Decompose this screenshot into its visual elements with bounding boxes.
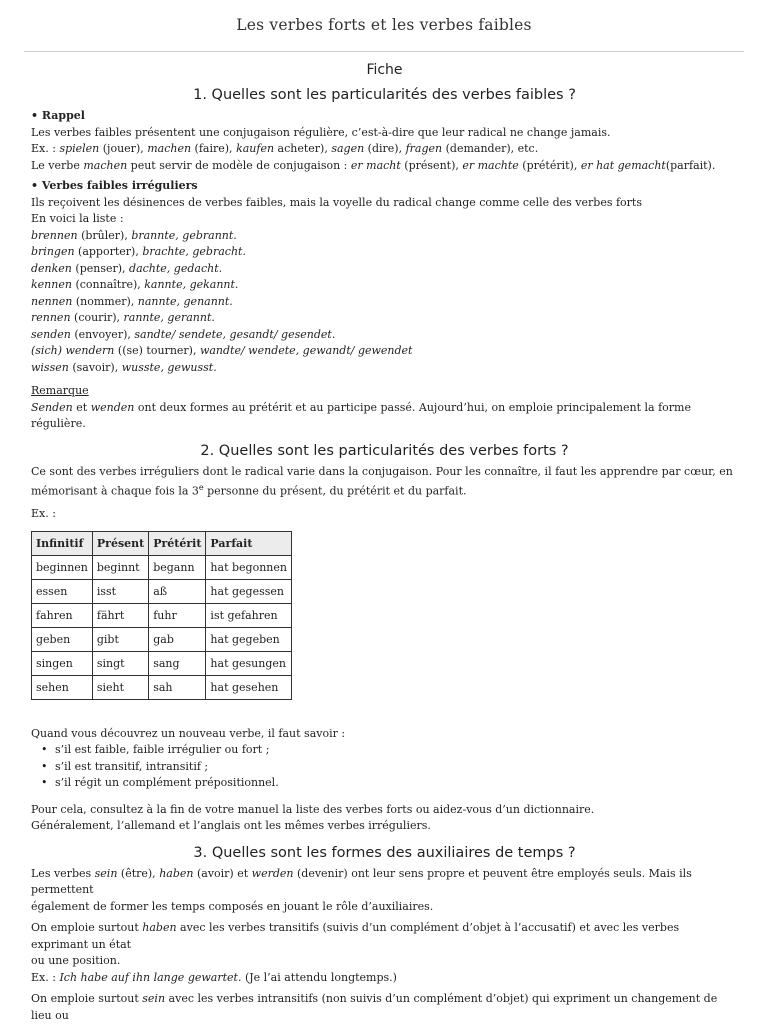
- know-list: [31, 742, 738, 792]
- table-row: [32, 651, 292, 675]
- auxiliaries-text-line1: Les verbes sein (être), haben (avoir) et werden (devenir) ont leur sens propre et peuvent être employés seuls. Mais ils permettent: [31, 866, 692, 897]
- table-header-row: [32, 531, 292, 555]
- column-header: Prétérit: [149, 531, 206, 555]
- haben-usage-line2: ou une position.: [31, 954, 121, 968]
- table-cell: hat gesehen: [206, 675, 292, 699]
- sein-usage-line1: On emploie surtout sein avec les verbes intransitifs (non suivis d’un complément d’objet) qui expriment un changement de lieu ou: [31, 992, 718, 1022]
- bullet-icon: •: [41, 743, 48, 757]
- table-cell: fahren: [32, 603, 93, 627]
- weak-verb-examples: Ex. : spielen (jouer), machen (faire), kaufen acheter), sagen (dire), fragen (demander), etc.: [31, 142, 539, 155]
- table-cell: sehen: [32, 675, 93, 699]
- table-cell: aß: [149, 579, 206, 603]
- strong-verbs-intro-line2: mémorisant à chaque fois la 3e personne du présent, du prétérit et du parfait.: [31, 483, 467, 498]
- table-cell: begann: [149, 555, 206, 579]
- bullet-icon: •: [41, 776, 48, 790]
- table-cell: beginnen: [32, 555, 93, 579]
- list-item: • s’il est transitif, intransitif ;: [41, 759, 738, 776]
- table-cell: isst: [92, 579, 148, 603]
- bullet-icon: •: [41, 759, 48, 773]
- list-item: kennen (connaître), kannte, gekannt.: [31, 278, 239, 291]
- section1-heading: 1. Quelles sont les particularités des verbes faibles ?: [193, 87, 576, 103]
- list-item: denken (penser), dachte, gedacht.: [31, 261, 223, 275]
- table-cell: hat gesungen: [206, 651, 292, 675]
- table-row: [32, 555, 292, 579]
- haben-example: Ex. : Ich habe auf ihn lange gewartet. (Je l’ai attendu longtemps.): [31, 970, 397, 984]
- haben-usage-line1: On emploie surtout haben avec les verbes transitifs (suivis d’un complément d’objet à l’accusatif) et avec les verbes exprimant un état: [31, 921, 680, 951]
- document-content: [31, 62, 738, 1024]
- table-row: [32, 627, 292, 651]
- table-row: [32, 603, 292, 627]
- table-cell: singt: [92, 651, 148, 675]
- table-cell: fährt: [92, 603, 148, 627]
- strong-verbs-intro-line1: Ce sont des verbes irréguliers dont le radical varie dans la conjugaison. Pour les connaître, il faut les apprendre par cœur, en: [31, 464, 733, 478]
- table-cell: hat gegeben: [206, 627, 292, 651]
- rappel-text: Les verbes faibles présentent une conjugaison régulière, c’est-à-dire que leur radical ne change jamais.: [31, 125, 611, 139]
- table-cell: sieht: [92, 675, 148, 699]
- irregular-weak-label: • Verbes faibles irréguliers: [31, 179, 198, 192]
- list-item: • s’il est faible, faible irrégulier ou fort ;: [41, 742, 738, 759]
- list-item: bringen (apporter), brachte, gebracht.: [31, 245, 246, 258]
- table-cell: hat begonnen: [206, 555, 292, 579]
- table-cell: fuhr: [149, 603, 206, 627]
- remark-text: Senden et wenden ont deux formes au prétérit et au participe passé. Aujourd’hui, on emploie principalement la forme régulière.: [31, 400, 691, 430]
- remark-label: Remarque: [31, 384, 89, 397]
- table-cell: gab: [149, 627, 206, 651]
- section2-heading: 2. Quelles sont les particularités des verbes forts ?: [200, 442, 569, 459]
- table-cell: singen: [32, 651, 93, 675]
- list-item: brennen (brûler), brannte, gebrannt.: [31, 228, 237, 242]
- list-item: • s’il régit un complément prépositionnel.: [41, 775, 738, 792]
- table-cell: ist gefahren: [206, 603, 292, 627]
- table-cell: geben: [32, 627, 93, 651]
- table-cell: beginnt: [92, 555, 148, 579]
- column-header: Parfait: [206, 531, 292, 555]
- table-example-label: Ex. :: [31, 507, 56, 521]
- list-item: wissen (savoir), wusste, gewusst.: [31, 360, 217, 374]
- outro-line2: Généralement, l’allemand et l’anglais ont les mêmes verbes irréguliers.: [31, 819, 431, 833]
- section3-heading: 3. Quelles sont les formes des auxiliaires de temps ?: [193, 844, 576, 861]
- list-item: senden (envoyer), sandte/ sendete, gesandt/ gesendet.: [31, 327, 336, 341]
- table-row: [32, 579, 292, 603]
- irregular-weak-text: Ils reçoivent les désinences de verbes faibles, mais la voyelle du radical change comme celle des verbes forts: [31, 195, 642, 209]
- page-title: Les verbes forts et les verbes faibles: [236, 16, 532, 34]
- know-intro: Quand vous découvrez un nouveau verbe, il faut savoir :: [31, 726, 346, 740]
- strong-verbs-table: [31, 531, 292, 700]
- column-header: Présent: [92, 531, 148, 555]
- list-item: (sich) wendern ((se) tourner), wandte/ wendete, gewandt/ gewendet: [31, 344, 413, 357]
- header-divider: [24, 51, 744, 52]
- list-item: rennen (courir), rannte, gerannt.: [31, 311, 215, 324]
- column-header: Infinitif: [32, 531, 93, 555]
- table-cell: gibt: [92, 627, 148, 651]
- irregular-weak-list-intro: En voici la liste :: [31, 212, 124, 225]
- list-item: nennen (nommer), nannte, genannt.: [31, 294, 233, 308]
- auxiliaries-text-line2: également de former les temps composés en jouant le rôle d’auxiliaires.: [31, 899, 434, 913]
- rappel-label: • Rappel: [31, 109, 85, 122]
- irregular-weak-list: [31, 228, 738, 377]
- table-cell: sang: [149, 651, 206, 675]
- table-row: [32, 675, 292, 699]
- fiche-label: Fiche: [366, 62, 403, 78]
- table-cell: essen: [32, 579, 93, 603]
- outro-line1: Pour cela, consultez à la fin de votre manuel la liste des verbes forts ou aidez-vous d’un dictionnaire.: [31, 802, 595, 816]
- table-cell: sah: [149, 675, 206, 699]
- table-cell: hat gegessen: [206, 579, 292, 603]
- model-verb-text: Le verbe machen peut servir de modèle de conjugaison : er macht (présent), er machte (prétérit), er hat gemacht(parfait).: [31, 158, 716, 172]
